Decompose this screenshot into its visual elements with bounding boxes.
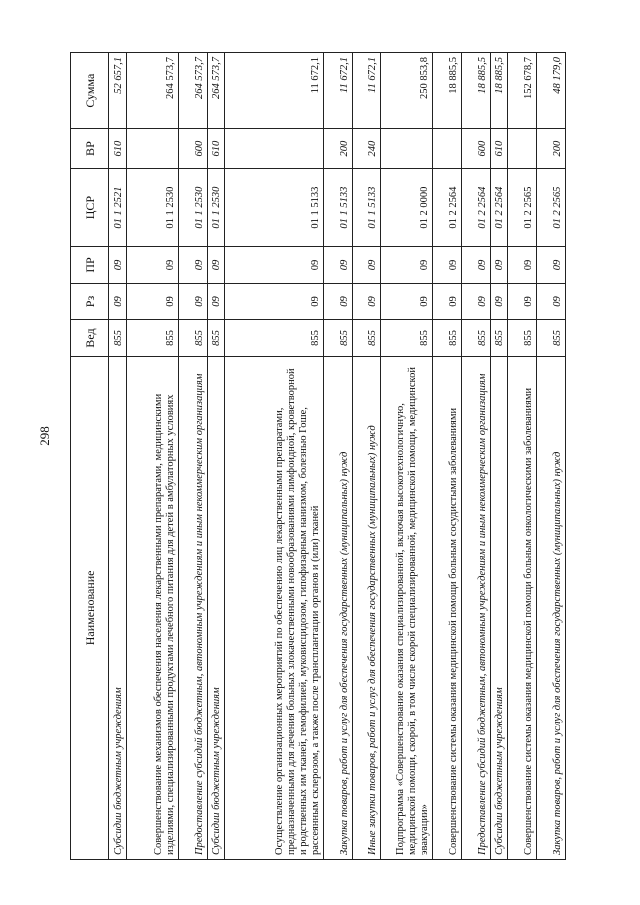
table-row bbox=[461, 53, 490, 860]
cell-name: Предоставление субсидий бюджетным, автономным учреждениям и иным некоммерческим организациям bbox=[461, 356, 490, 859]
cell-rz: 09 bbox=[461, 283, 490, 320]
table-row bbox=[536, 53, 565, 860]
cell-csr: 01 1 2530 bbox=[178, 168, 207, 246]
cell-pr: 09 bbox=[380, 247, 432, 284]
cell-pr: 09 bbox=[224, 247, 324, 284]
cell-name: Закупка товаров, работ и услуг для обеспечения государственных (муниципальных) нужд bbox=[536, 356, 565, 859]
cell-ved: 855 bbox=[207, 320, 224, 357]
cell-csr: 01 2 2564 bbox=[490, 168, 507, 246]
cell-sum: 264 573,7 bbox=[178, 53, 207, 129]
cell-name: Совершенствование системы оказания медицинской помощи больным сосудистыми заболеваниями bbox=[432, 356, 461, 859]
cell-pr: 09 bbox=[507, 247, 536, 284]
cell-name: Субсидии бюджетным учреждениям bbox=[490, 356, 507, 859]
cell-ved: 855 bbox=[109, 320, 127, 357]
cell-pr: 09 bbox=[126, 247, 178, 284]
cell-name: Совершенствование механизмов обеспечения населения лекарственными препаратами, медицинскими изделиями, специализированными продуктами лечебного питания для детей в амбулаторных условиях bbox=[126, 356, 178, 859]
cell-name: Субсидии бюджетным учреждениям bbox=[109, 356, 127, 859]
cell-ved: 855 bbox=[352, 320, 380, 357]
cell-ved: 855 bbox=[461, 320, 490, 357]
cell-ved: 855 bbox=[490, 320, 507, 357]
budget-table bbox=[70, 52, 566, 860]
cell-vr: 600 bbox=[178, 129, 207, 169]
cell-pr: 09 bbox=[109, 247, 127, 284]
rotated-table-container bbox=[70, 52, 566, 860]
cell-csr: 01 1 5133 bbox=[352, 168, 380, 246]
table-row bbox=[207, 53, 224, 860]
cell-name: Осуществление организационных мероприятий по обеспечению лиц лекарственными препаратами, предназначенными для лечения больных злокачественными новообразованиями лимфоидной, кроветворной и родственных им тканей, гемофилией, муковисцидозом, гипофизарным нанизмом, болезнью Гоше, рассеянным склерозом, а также после трансплантации органов и (или) тканей bbox=[224, 356, 324, 859]
cell-sum: 264 573,7 bbox=[207, 53, 224, 129]
cell-ved: 855 bbox=[178, 320, 207, 357]
cell-ved: 855 bbox=[324, 320, 352, 357]
cell-rz: 09 bbox=[432, 283, 461, 320]
cell-vr bbox=[126, 129, 178, 169]
table-header-row bbox=[71, 53, 109, 860]
cell-rz: 09 bbox=[109, 283, 127, 320]
cell-name: Закупка товаров, работ и услуг для обеспечения государственных (муниципальных) нужд bbox=[324, 356, 352, 859]
cell-csr: 01 1 5133 bbox=[324, 168, 352, 246]
cell-ved: 855 bbox=[507, 320, 536, 357]
cell-rz: 09 bbox=[324, 283, 352, 320]
cell-sum: 250 853,8 bbox=[380, 53, 432, 129]
cell-vr bbox=[224, 129, 324, 169]
cell-sum: 11 672,1 bbox=[224, 53, 324, 129]
header-rz: Рз bbox=[71, 283, 109, 320]
cell-pr: 09 bbox=[536, 247, 565, 284]
cell-vr: 610 bbox=[207, 129, 224, 169]
cell-ved: 855 bbox=[380, 320, 432, 357]
cell-sum: 11 672,1 bbox=[324, 53, 352, 129]
cell-vr: 200 bbox=[536, 129, 565, 169]
table-row bbox=[109, 53, 127, 860]
cell-name: Предоставление субсидий бюджетным, автономным учреждениям и иным некоммерческим организациям bbox=[178, 356, 207, 859]
cell-rz: 09 bbox=[490, 283, 507, 320]
cell-csr: 01 2 2565 bbox=[507, 168, 536, 246]
cell-sum: 18 885,5 bbox=[432, 53, 461, 129]
cell-pr: 09 bbox=[490, 247, 507, 284]
cell-rz: 09 bbox=[380, 283, 432, 320]
cell-pr: 09 bbox=[461, 247, 490, 284]
cell-vr: 610 bbox=[109, 129, 127, 169]
cell-rz: 09 bbox=[536, 283, 565, 320]
cell-pr: 09 bbox=[324, 247, 352, 284]
cell-pr: 09 bbox=[352, 247, 380, 284]
cell-sum: 48 179,0 bbox=[536, 53, 565, 129]
cell-rz: 09 bbox=[352, 283, 380, 320]
cell-pr: 09 bbox=[207, 247, 224, 284]
cell-rz: 09 bbox=[126, 283, 178, 320]
cell-vr: 610 bbox=[490, 129, 507, 169]
cell-rz: 09 bbox=[207, 283, 224, 320]
cell-pr: 09 bbox=[432, 247, 461, 284]
cell-ved: 855 bbox=[536, 320, 565, 357]
cell-name: Подпрограмма «Совершенствование оказания специализированной, включая высокотехнологичную, медицинской помощи, скорой, в том числе скорой специализированной, медицинской помощи, медицинской эвакуации» bbox=[380, 356, 432, 859]
page-number: 298 bbox=[37, 426, 52, 446]
cell-csr: 01 1 2530 bbox=[126, 168, 178, 246]
table-row bbox=[324, 53, 352, 860]
table-row bbox=[352, 53, 380, 860]
cell-csr: 01 2 2565 bbox=[536, 168, 565, 246]
cell-rz: 09 bbox=[178, 283, 207, 320]
cell-vr bbox=[380, 129, 432, 169]
cell-name: Субсидии бюджетным учреждениям bbox=[207, 356, 224, 859]
table-row bbox=[490, 53, 507, 860]
cell-rz: 09 bbox=[224, 283, 324, 320]
cell-vr: 240 bbox=[352, 129, 380, 169]
table-row bbox=[380, 53, 432, 860]
header-name: Наименование bbox=[71, 356, 109, 859]
header-sum: Сумма bbox=[71, 53, 109, 129]
cell-vr: 600 bbox=[461, 129, 490, 169]
cell-csr: 01 2 2564 bbox=[432, 168, 461, 246]
cell-sum: 152 678,7 bbox=[507, 53, 536, 129]
table-row bbox=[224, 53, 324, 860]
table-row bbox=[178, 53, 207, 860]
cell-vr bbox=[432, 129, 461, 169]
cell-ved: 855 bbox=[126, 320, 178, 357]
cell-sum: 11 672,1 bbox=[352, 53, 380, 129]
cell-rz: 09 bbox=[507, 283, 536, 320]
header-pr: ПР bbox=[71, 247, 109, 284]
cell-sum: 18 885,5 bbox=[490, 53, 507, 129]
cell-pr: 09 bbox=[178, 247, 207, 284]
cell-csr: 01 2 2564 bbox=[461, 168, 490, 246]
cell-vr: 200 bbox=[324, 129, 352, 169]
table-row bbox=[126, 53, 178, 860]
cell-name: Совершенствование системы оказания медицинской помощи больным онкологическими заболеваниями bbox=[507, 356, 536, 859]
cell-csr: 01 1 2521 bbox=[109, 168, 127, 246]
cell-csr: 01 2 0000 bbox=[380, 168, 432, 246]
table-row bbox=[507, 53, 536, 860]
cell-csr: 01 1 2530 bbox=[207, 168, 224, 246]
table-row bbox=[432, 53, 461, 860]
header-ved: Вед bbox=[71, 320, 109, 357]
cell-name: Иные закупки товаров, работ и услуг для обеспечения государственных (муниципальных) нужд bbox=[352, 356, 380, 859]
header-csr: ЦСР bbox=[71, 168, 109, 246]
header-vr: ВР bbox=[71, 129, 109, 169]
cell-sum: 18 885,5 bbox=[461, 53, 490, 129]
cell-ved: 855 bbox=[432, 320, 461, 357]
cell-vr bbox=[507, 129, 536, 169]
cell-sum: 264 573,7 bbox=[126, 53, 178, 129]
cell-ved: 855 bbox=[224, 320, 324, 357]
cell-sum: 52 657,1 bbox=[109, 53, 127, 129]
cell-csr: 01 1 5133 bbox=[224, 168, 324, 246]
